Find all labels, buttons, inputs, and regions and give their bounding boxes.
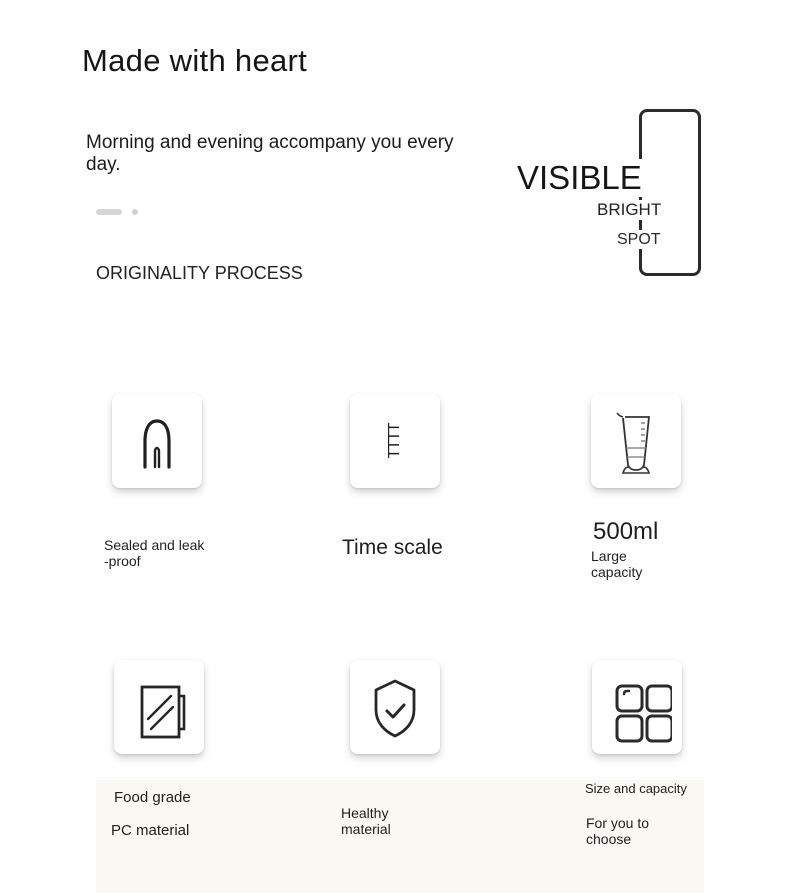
healthy-label-2: material — [341, 821, 391, 837]
page-title: Made with heart — [82, 43, 308, 78]
visible-frame — [639, 109, 701, 276]
feature-label-time-scale: Time scale — [342, 536, 443, 559]
page-subtitle: Morning and evening accompany you every day. — [86, 132, 454, 175]
capacity-value: 500ml — [593, 518, 659, 545]
healthy-label-1: Healthy — [341, 805, 389, 821]
pc-material-label: PC material — [111, 822, 190, 839]
size-capacity-label: Size and capacity — [585, 781, 687, 796]
bottle-icon — [122, 403, 192, 479]
time-scale-icon — [360, 403, 430, 479]
carousel-dot-active — [96, 209, 122, 215]
feature-card-sealed — [112, 394, 202, 488]
section-label: ORIGINALITY PROCESS — [96, 263, 303, 283]
visible-subtitle: BRIGHT — [597, 200, 662, 219]
capacity-label-capacity: capacity — [591, 564, 643, 580]
feature-card-size — [592, 660, 682, 754]
for-you-label: For you to — [586, 815, 650, 831]
feature-label-sealed: Sealed and leak — [104, 537, 205, 553]
visible-caption: SPOT — [617, 231, 661, 248]
feature-label-proof: -proof — [104, 553, 141, 569]
shield-check-icon — [360, 669, 430, 745]
feature-card-food-grade — [114, 660, 204, 754]
feature-card-time-scale — [350, 394, 440, 488]
measuring-cup-icon — [601, 403, 671, 479]
feature-card-healthy — [350, 660, 440, 754]
carousel-dot — [132, 209, 138, 215]
capacity-label-large: Large — [591, 548, 627, 564]
choose-label: choose — [586, 831, 632, 847]
grid-icon — [602, 669, 672, 745]
food-grade-icon — [124, 669, 194, 745]
time-scale-text: TTTT — [386, 423, 404, 459]
visible-title: VISIBLE — [517, 159, 642, 196]
food-grade-label: Food grade — [114, 789, 191, 806]
carousel-indicator — [96, 209, 146, 215]
feature-card-capacity — [591, 394, 681, 488]
